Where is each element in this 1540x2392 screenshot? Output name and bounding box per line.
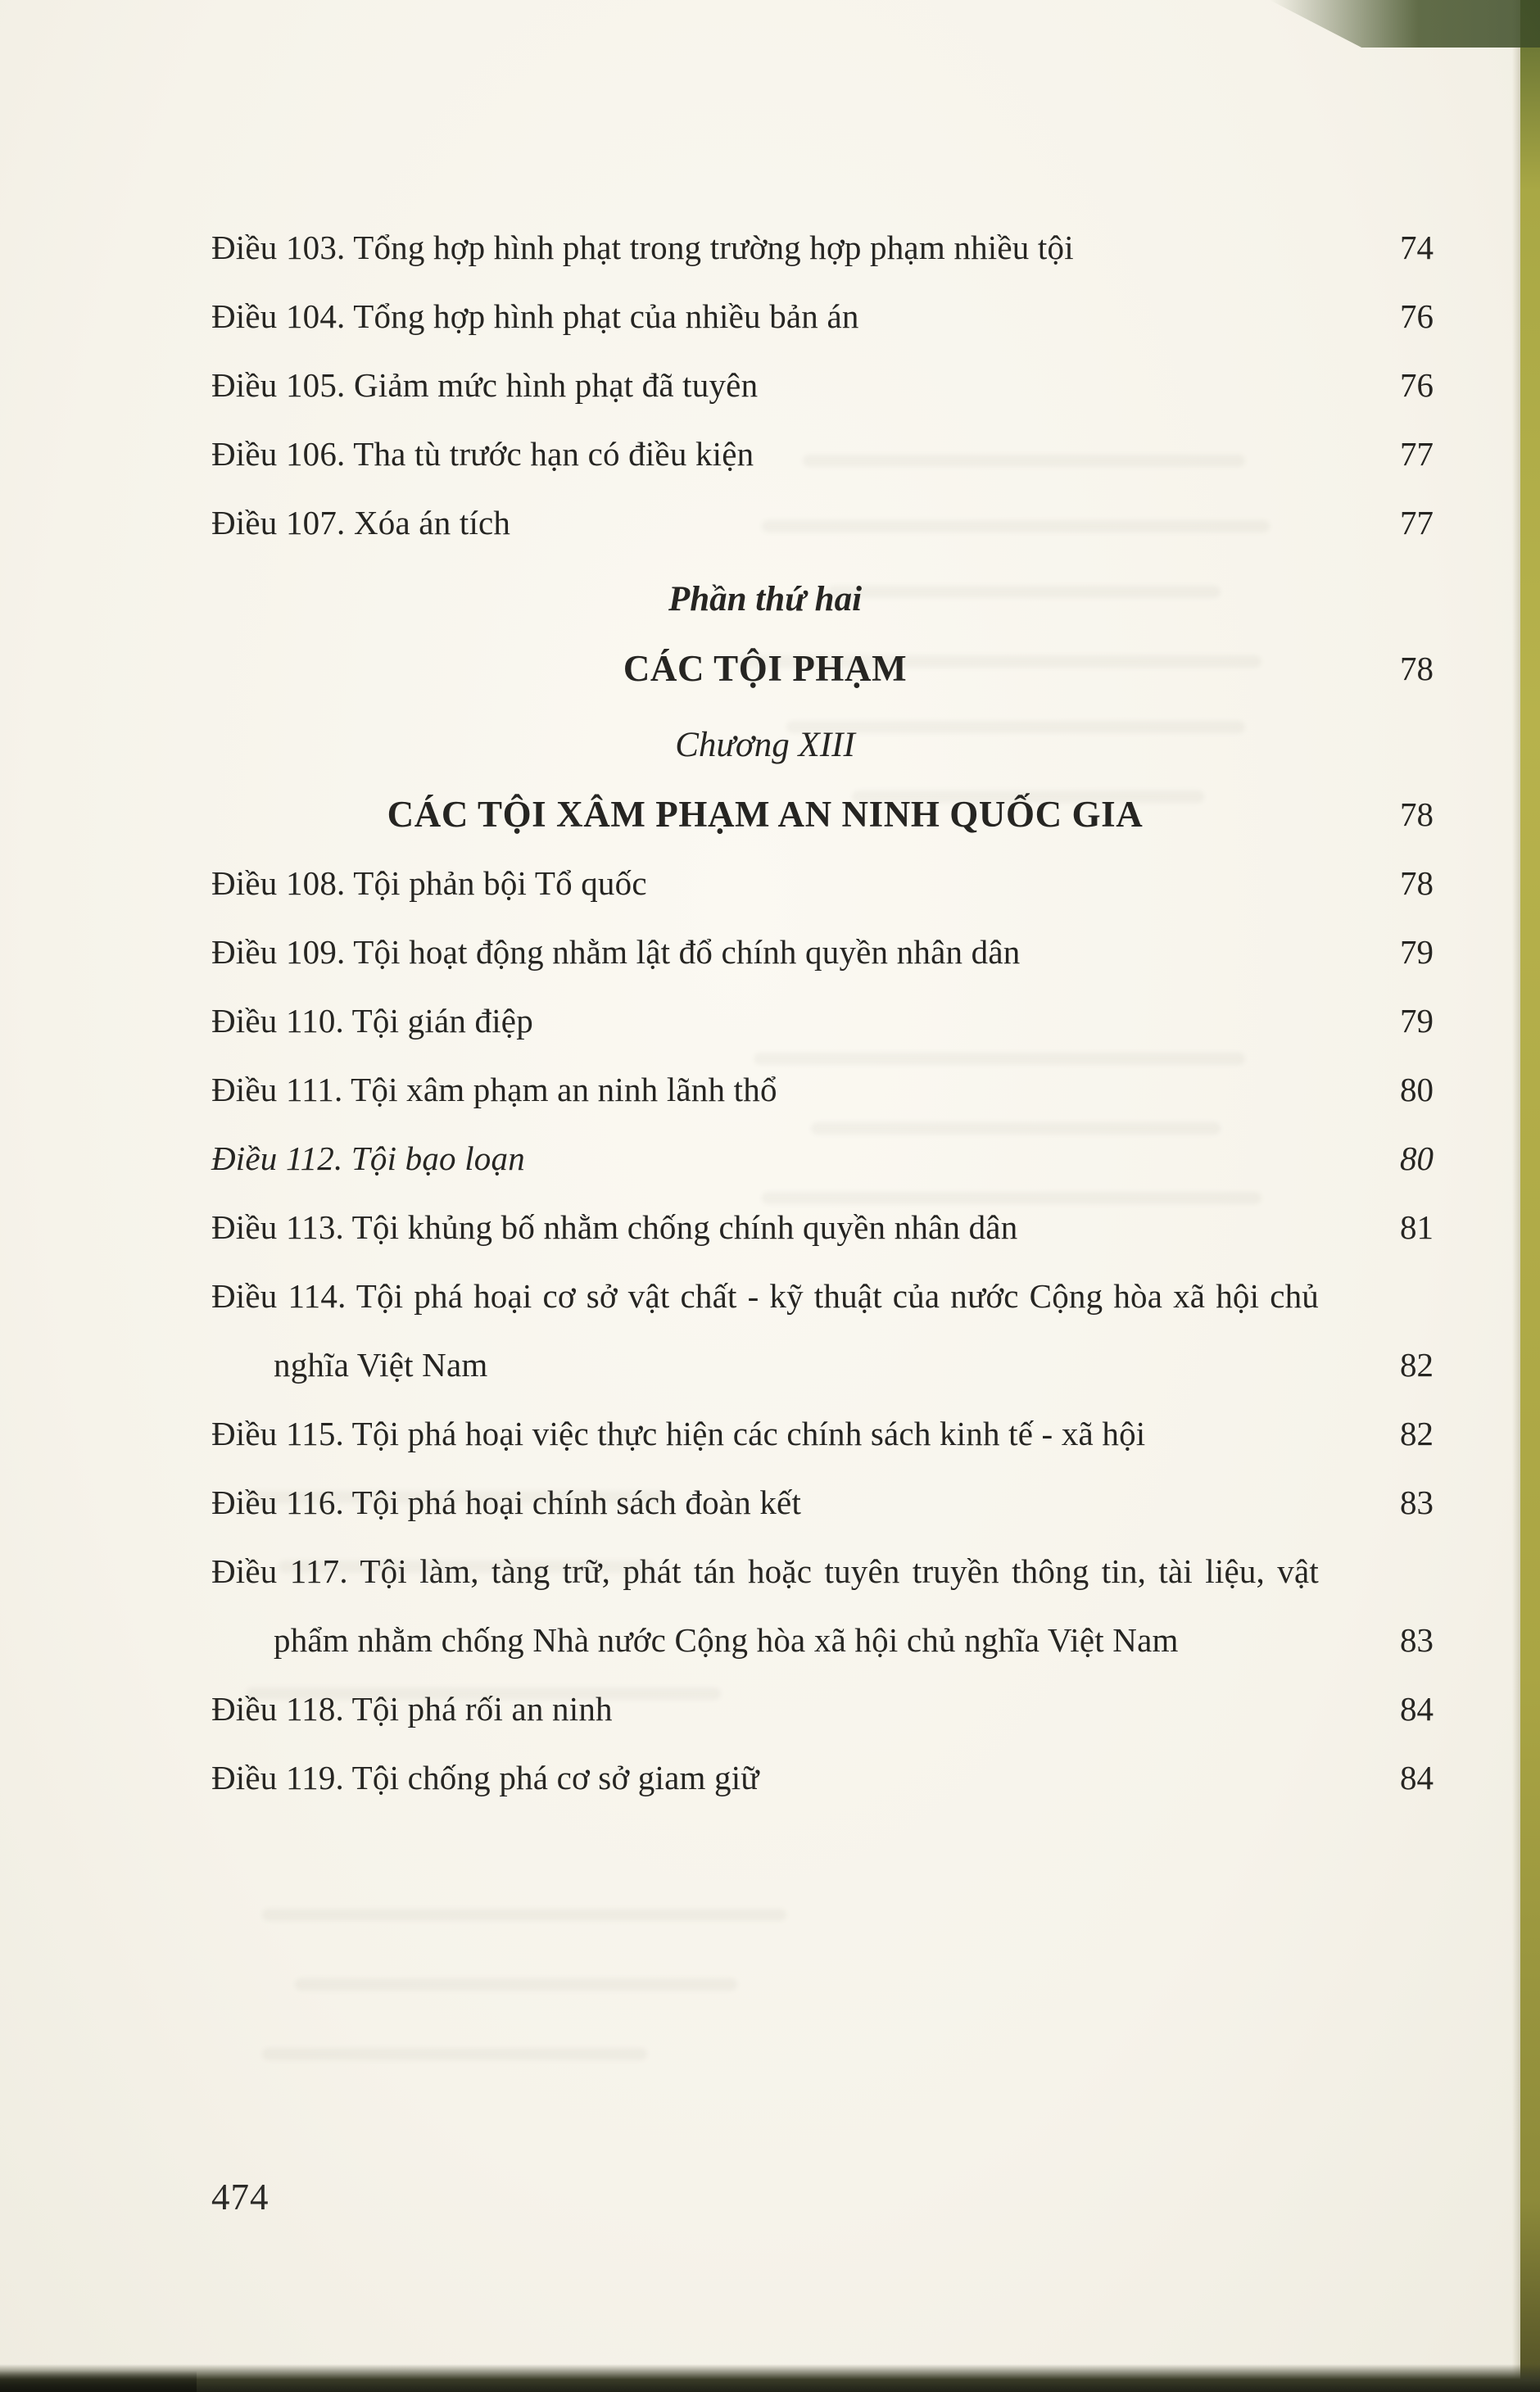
toc-entry-text: Điều 115. Tội phá hoại việc thực hiện các chính sách kinh tế - xã hội <box>211 1415 1146 1452</box>
toc-heading-page: 78 <box>1400 650 1434 687</box>
book-corner-bottom-left <box>0 2371 197 2392</box>
toc-entry-page: 79 <box>1400 933 1434 971</box>
toc-entry <box>211 213 1434 282</box>
toc-entry-text: Điều 117. Tội làm, tàng trữ, phát tán hoặc tuyên truyền thông tin, tài liệu, vật phẩm nhằm chống Nhà nước Cộng hòa xã hội chủ nghĩa Việt Nam <box>211 1552 1319 1659</box>
toc-entry-page: 74 <box>1400 229 1434 266</box>
toc-entry-text: Điều 110. Tội gián điệp <box>211 1002 533 1040</box>
toc-heading <box>211 711 1434 849</box>
toc-entry <box>211 1193 1434 1262</box>
toc-heading <box>211 565 1434 703</box>
toc-entry-page: 83 <box>1400 1621 1434 1659</box>
toc-heading-line: CÁC TỘI XÂM PHẠM AN NINH QUỐC GIA <box>387 794 1144 835</box>
toc-heading-line: CÁC TỘI PHẠM <box>623 648 908 689</box>
toc-entry <box>211 1468 1434 1537</box>
toc-heading-lines <box>211 565 1319 703</box>
toc-entry-page: 83 <box>1400 1484 1434 1521</box>
toc-entry <box>211 1055 1434 1124</box>
toc-entry <box>211 1399 1434 1468</box>
toc-list <box>211 213 1434 1812</box>
toc-entry <box>211 917 1434 986</box>
toc-entry-text: Điều 107. Xóa án tích <box>211 504 511 541</box>
toc-entry-text: Điều 113. Tội khủng bố nhằm chống chính quyền nhân dân <box>211 1208 1018 1246</box>
toc-entry-text: Điều 119. Tội chống phá cơ sở giam giữ <box>211 1759 759 1796</box>
toc-entry <box>211 986 1434 1055</box>
toc-entry-text: Điều 114. Tội phá hoại cơ sở vật chất - kỹ thuật của nước Cộng hòa xã hội chủ nghĩa Việt Nam <box>211 1277 1319 1384</box>
toc-entry-text: Điều 108. Tội phản bội Tổ quốc <box>211 864 647 902</box>
toc-entry-text: Điều 104. Tổng hợp hình phạt của nhiều bản án <box>211 297 859 335</box>
toc-entry-page: 76 <box>1400 366 1434 404</box>
toc-entry <box>211 1743 1434 1812</box>
toc-entry-page: 84 <box>1400 1759 1434 1796</box>
toc-entry-page: 81 <box>1400 1208 1434 1246</box>
toc-entry-text: Điều 106. Tha tù trước hạn có điều kiện <box>211 435 754 473</box>
toc-entry-page: 80 <box>1400 1139 1434 1177</box>
table-of-contents <box>211 213 1434 1812</box>
toc-entry-page: 82 <box>1400 1415 1434 1452</box>
book-edge-right <box>1520 0 1540 2392</box>
toc-entry-page: 76 <box>1400 297 1434 335</box>
toc-entry-text: Điều 109. Tội hoạt động nhằm lật đổ chính quyền nhân dân <box>211 933 1021 971</box>
toc-entry-page: 84 <box>1400 1690 1434 1728</box>
toc-entry <box>211 419 1434 488</box>
toc-heading-lines <box>211 711 1319 849</box>
book-edge-bottom <box>0 2364 1540 2392</box>
toc-entry-page: 80 <box>1400 1071 1434 1108</box>
toc-entry-text: Điều 118. Tội phá rối an ninh <box>211 1690 613 1728</box>
toc-entry-page: 82 <box>1400 1346 1434 1384</box>
footer-page-number: 474 <box>211 2177 270 2218</box>
toc-entry <box>211 488 1434 557</box>
toc-entry <box>211 351 1434 419</box>
toc-entry <box>211 282 1434 351</box>
toc-entry-text: Điều 111. Tội xâm phạm an ninh lãnh thổ <box>211 1071 777 1108</box>
toc-heading-page: 78 <box>1400 795 1434 833</box>
toc-heading-line: Phần thứ hai <box>668 580 863 618</box>
toc-entry-page: 77 <box>1400 504 1434 541</box>
toc-entry <box>211 1262 1434 1399</box>
toc-entry <box>211 1537 1434 1674</box>
toc-entry-text: Điều 105. Giảm mức hình phạt đã tuyên <box>211 366 759 404</box>
toc-entry-page: 78 <box>1400 864 1434 902</box>
toc-entry <box>211 1674 1434 1743</box>
toc-entry <box>211 1124 1434 1193</box>
toc-entry <box>211 849 1434 917</box>
page-edge-shadow <box>1512 0 1520 2392</box>
toc-entry-text: Điều 116. Tội phá hoại chính sách đoàn kết <box>211 1484 802 1521</box>
toc-entry-text: Điều 103. Tổng hợp hình phạt trong trường hợp phạm nhiều tội <box>211 229 1074 266</box>
toc-entry-page: 77 <box>1400 435 1434 473</box>
toc-entry-page: 79 <box>1400 1002 1434 1040</box>
toc-entry-text: Điều 112. Tội bạo loạn <box>211 1139 525 1177</box>
toc-heading-line: Chương XIII <box>675 726 855 764</box>
